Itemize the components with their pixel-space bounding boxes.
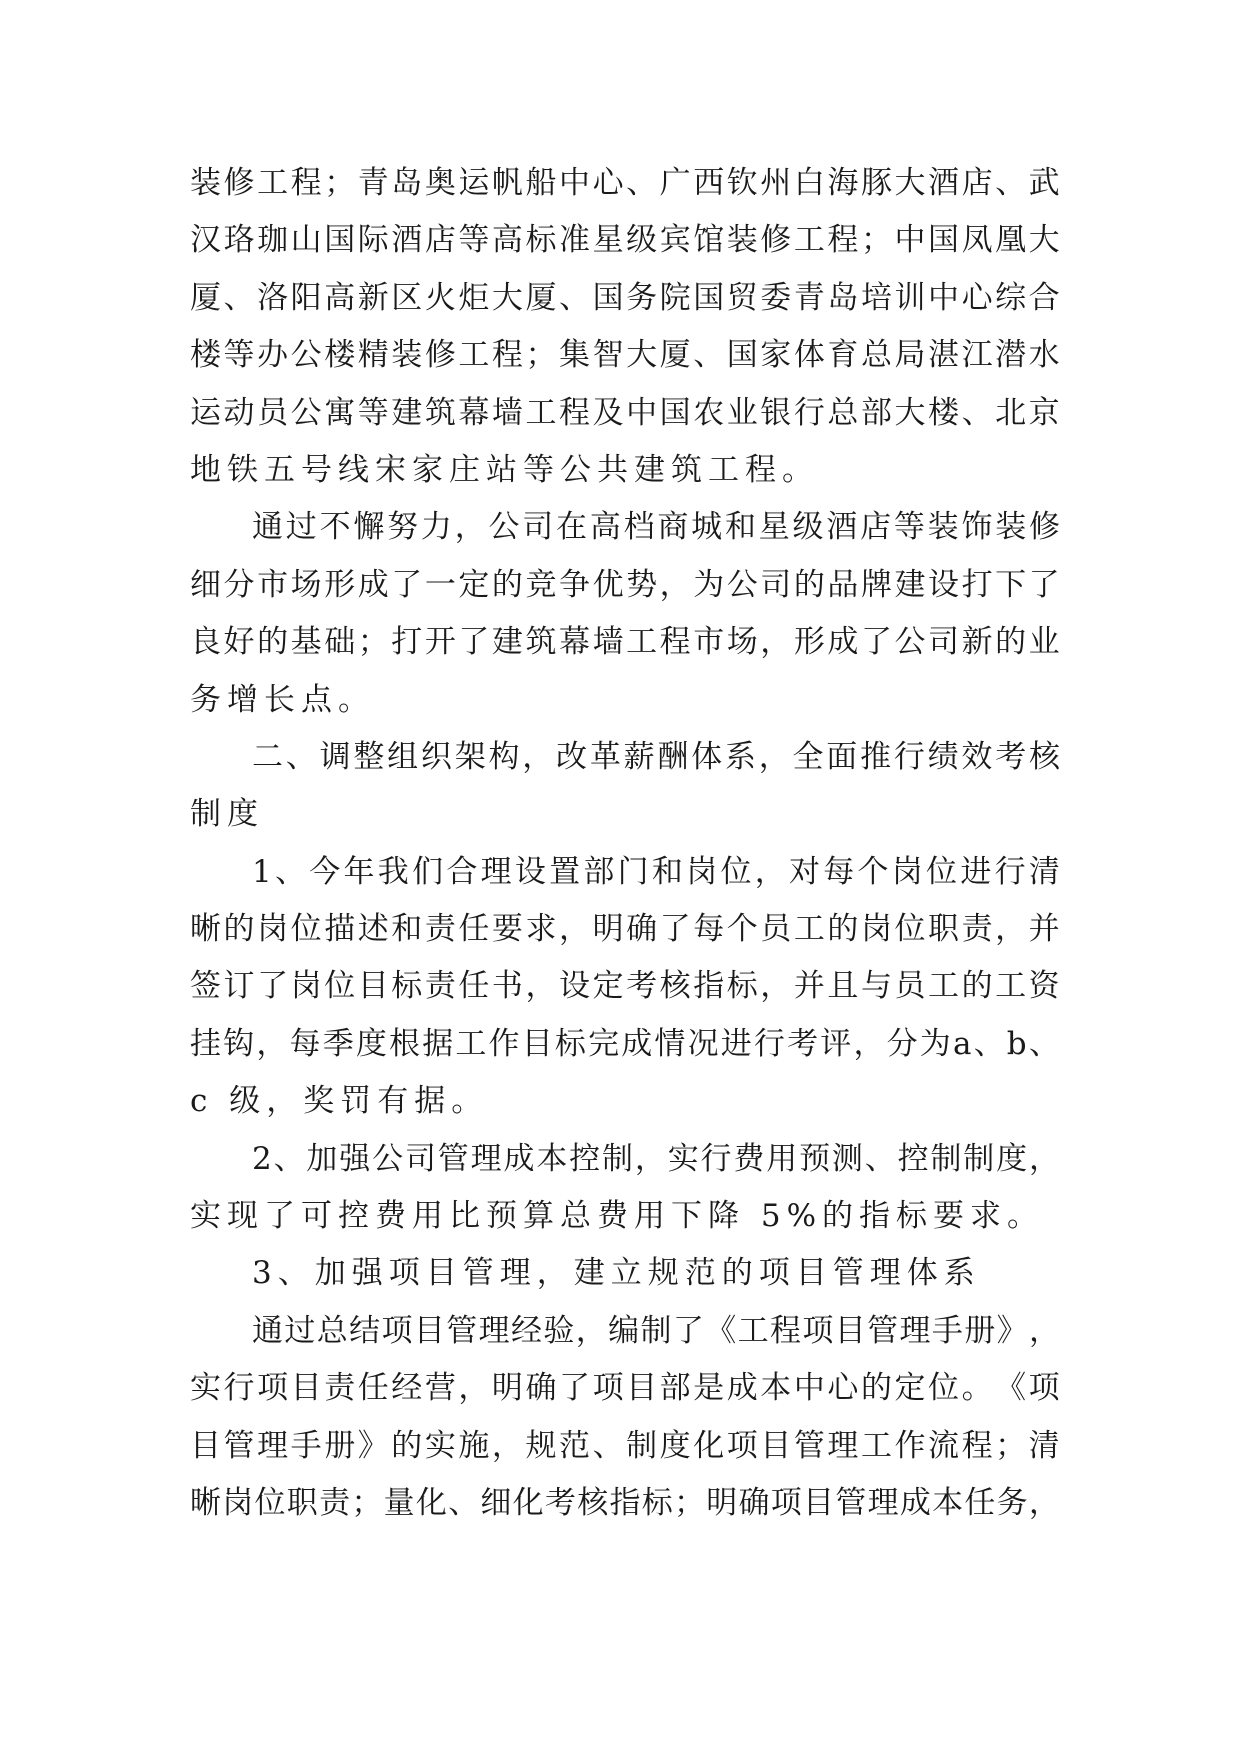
text-line: 厦 、 洛 阳 高 新 区 火 炬 大 厦 、 国 务 院 国 贸 委 青 岛 培 训 中 心 综 合 [190, 279, 1060, 316]
text-line: 制度 [190, 796, 264, 833]
text-line: 3、加强项目管理，建立规范的项目管理体系 [252, 1255, 981, 1292]
text-line: 装 修 工 程 ； 青 岛 奥 运 帆 船 中 心 、 广 西 钦 州 白 海 豚 大 酒 店 、 武 [190, 165, 1060, 201]
text-line: 运 动 员 公 寓 等 建 筑 幕 墙 工 程 及 中 国 农 业 银 行 总 部 大 楼 、 北 京 [190, 394, 1060, 431]
body-text [190, 155, 1060, 1532]
text-line: 挂 钩 ， 每 季 度 根 据 工 作 目 标 完 成 情 况 进 行 考 评 ， 分 为 a 、 b 、 [190, 1025, 1060, 1062]
text-line: 1 、 今 年 我 们 合 理 设 置 部 门 和 岗 位 ， 对 每 个 岗 位 进 行 清 [252, 853, 1060, 890]
text-line: c 级，奖罚有据。 [190, 1083, 489, 1120]
text-line: 务增长点。 [190, 681, 375, 718]
text-line: 签 订 了 岗 位 目 标 责 任 书 ， 设 定 考 核 指 标 ， 并 且 与 员 工 的 工 资 [190, 968, 1060, 1005]
text-line: 汉 珞 珈 山 国 际 酒 店 等 高 标 准 星 级 宾 馆 装 修 工 程 ； 中 国 凤 凰 大 [190, 222, 1060, 259]
text-line: 二 、 调 整 组 织 架 构 ， 改 革 薪 酬 体 系 ， 全 面 推 行 绩 效 考 核 [252, 738, 1060, 775]
text-line: 地铁五号线宋家庄站等公共建筑工程。 [190, 451, 819, 488]
text-line: 楼 等 办 公 楼 精 装 修 工 程 ； 集 智 大 厦 、 国 家 体 育 总 局 湛 江 潜 水 [190, 337, 1060, 374]
text-line: 晰 岗 位 职 责 ； 量 化 、 细 化 考 核 指 标 ； 明 确 项 目 管 理 成 本 任 务 ， [190, 1484, 1060, 1521]
text-line: 细 分 市 场 形 成 了 一 定 的 竞 争 优 势 ， 为 公 司 的 品 牌 建 设 打 下 了 [190, 566, 1060, 603]
text-line: 2 、 加 强 公 司 管 理 成 本 控 制 ， 实 行 费 用 预 测 、 控 制 制 度 ， [252, 1140, 1060, 1177]
text-line: 晰 的 岗 位 描 述 和 责 任 要 求 ， 明 确 了 每 个 员 工 的 岗 位 职 责 ， 并 [190, 911, 1060, 948]
text-line: 通 过 不 懈 努 力 ， 公 司 在 高 档 商 城 和 星 级 酒 店 等 装 饰 装 修 [252, 509, 1060, 546]
text-line: 实 行 项 目 责 任 经 营 ， 明 确 了 项 目 部 是 成 本 中 心 的 定 位 。 《 项 [190, 1370, 1060, 1407]
text-line: 良 好 的 基 础 ； 打 开 了 建 筑 幕 墙 工 程 市 场 ， 形 成 了 公 司 新 的 业 [190, 624, 1060, 661]
text-line: 目 管 理 手 册 》 的 实 施 ， 规 范 、 制 度 化 项 目 管 理 工 作 流 程 ； 清 [190, 1427, 1060, 1464]
text-line: 实现了可控费用比预算总费用下降 5%的指标要求。 [190, 1198, 1045, 1235]
text-line: 通 过 总 结 项 目 管 理 经 验 ， 编 制 了 《 工 程 项 目 管 理 手 册 》 ， [252, 1312, 1060, 1349]
